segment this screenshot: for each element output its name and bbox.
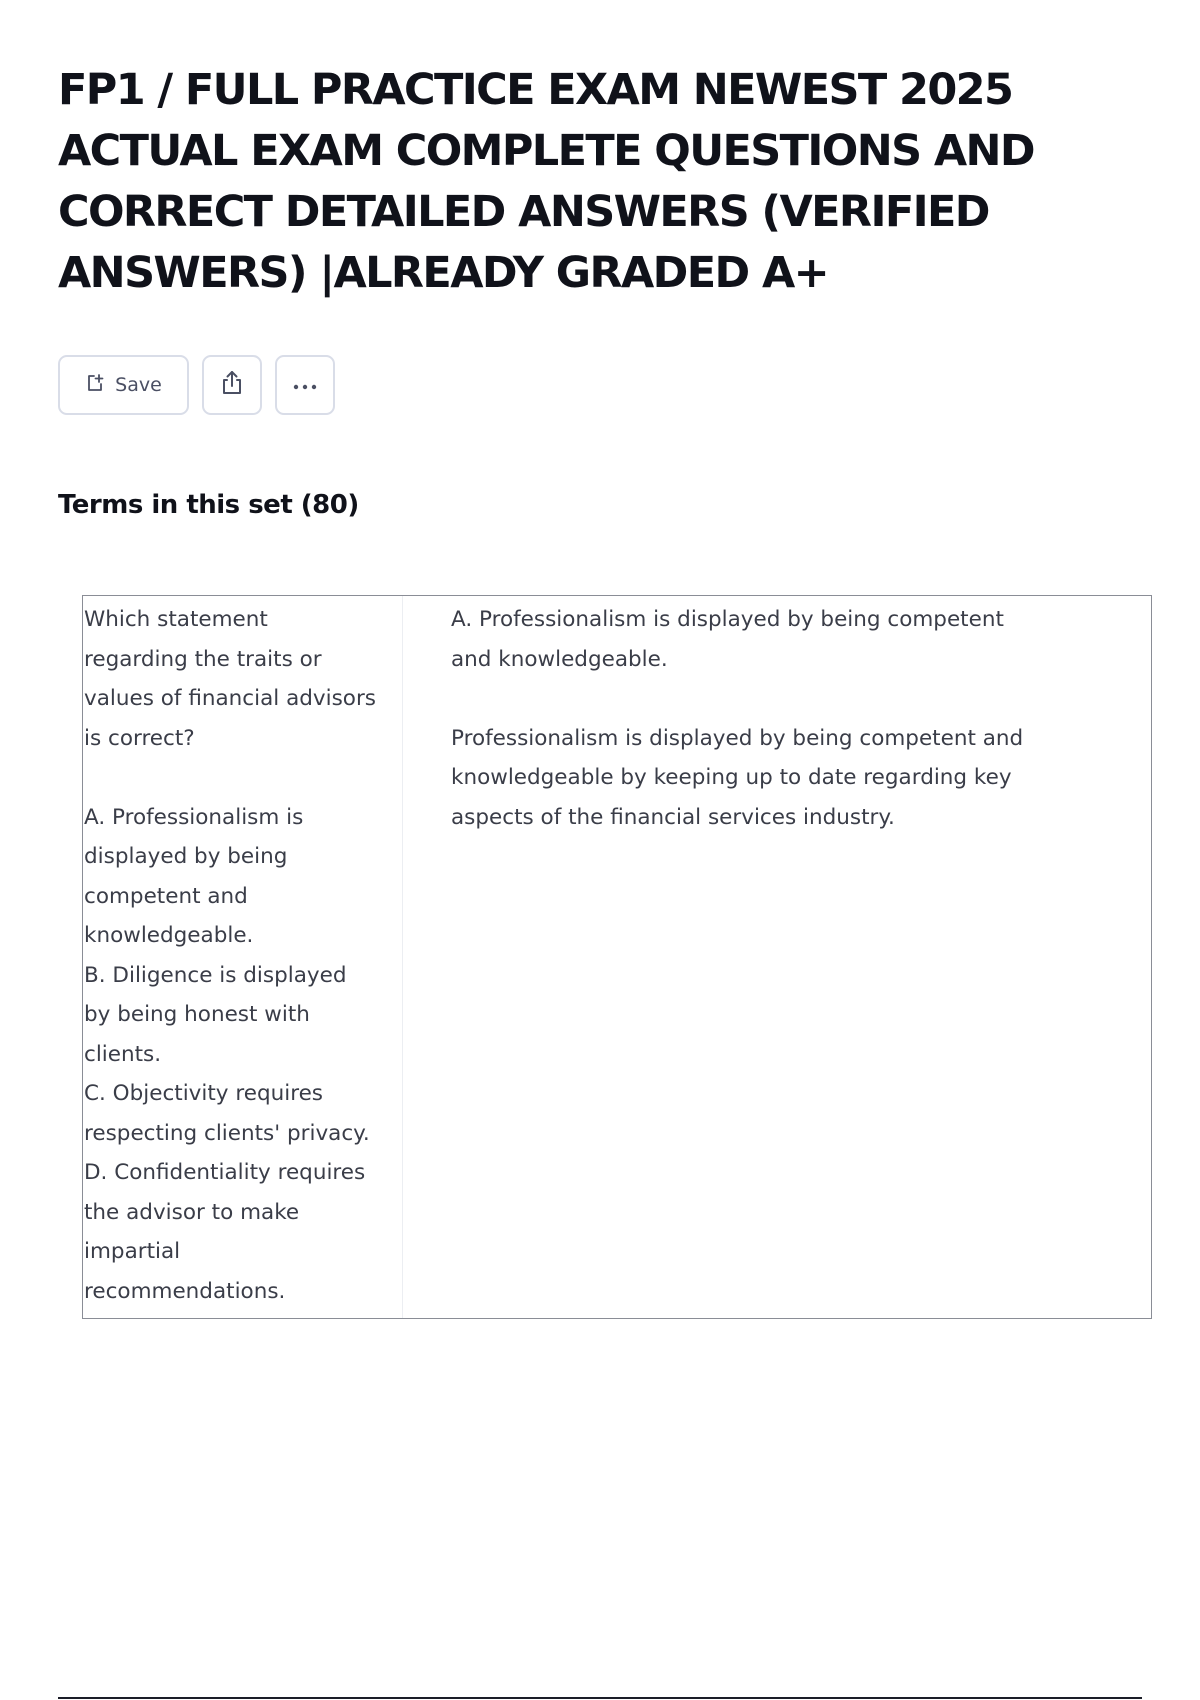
term-line: impartial xyxy=(84,1239,181,1264)
term-line: knowledgeable. xyxy=(84,923,254,948)
term-line: A. Professionalism is xyxy=(84,804,304,830)
page-title xyxy=(58,60,1118,304)
share-upload-icon xyxy=(217,368,247,402)
footer-divider xyxy=(58,1697,1142,1699)
page-title-line: CORRECT DETAILED ANSWERS (VERIFIED xyxy=(58,187,989,237)
term-line: respecting clients' privacy. xyxy=(84,1120,370,1146)
definition-spacer xyxy=(451,679,1151,719)
save-to-folder-icon xyxy=(85,373,105,397)
term-line: displayed by being xyxy=(84,844,288,869)
term-line: competent and xyxy=(84,883,248,909)
term-line: values of financial advisors xyxy=(84,686,376,711)
term-line: Which statement xyxy=(84,607,268,632)
term-text xyxy=(83,596,403,1318)
term-line: D. Confidentiality requires xyxy=(84,1160,366,1185)
term-card xyxy=(82,595,1152,1319)
term-line: B. Diligence is displayed xyxy=(84,962,347,988)
term-line: is correct? xyxy=(84,725,195,751)
term-line: C. Objectivity requires xyxy=(84,1081,323,1106)
save-button[interactable] xyxy=(58,355,189,415)
more-horizontal-icon xyxy=(290,376,320,395)
page-title-line: FP1 / FULL PRACTICE EXAM NEWEST 2025 xyxy=(58,65,1013,115)
page-title-line: ANSWERS) |ALREADY GRADED A+ xyxy=(58,248,829,298)
term-line: clients. xyxy=(84,1041,162,1067)
definition-line: Professionalism is displayed by being competent and xyxy=(451,725,1024,751)
action-bar xyxy=(58,355,335,415)
term-line: regarding the traits or xyxy=(84,646,322,672)
definition-line: A. Professionalism is displayed by being competent xyxy=(451,607,1004,632)
more-options-button[interactable] xyxy=(275,355,335,415)
definition-line: knowledgeable by keeping up to date regarding key xyxy=(451,765,1012,790)
term-line: recommendations. xyxy=(84,1278,286,1304)
definition-text xyxy=(403,596,1151,1318)
definition-line: aspects of the financial services industry. xyxy=(451,804,895,830)
term-spacer xyxy=(84,758,402,798)
term-line: by being honest with xyxy=(84,1002,310,1027)
definition-line: and knowledgeable. xyxy=(451,646,668,672)
term-line: the advisor to make xyxy=(84,1199,300,1225)
save-button-label: Save xyxy=(115,374,162,396)
terms-heading: Terms in this set (80) xyxy=(58,490,359,520)
share-button[interactable] xyxy=(202,355,262,415)
page-title-line: ACTUAL EXAM COMPLETE QUESTIONS AND xyxy=(58,126,1035,176)
